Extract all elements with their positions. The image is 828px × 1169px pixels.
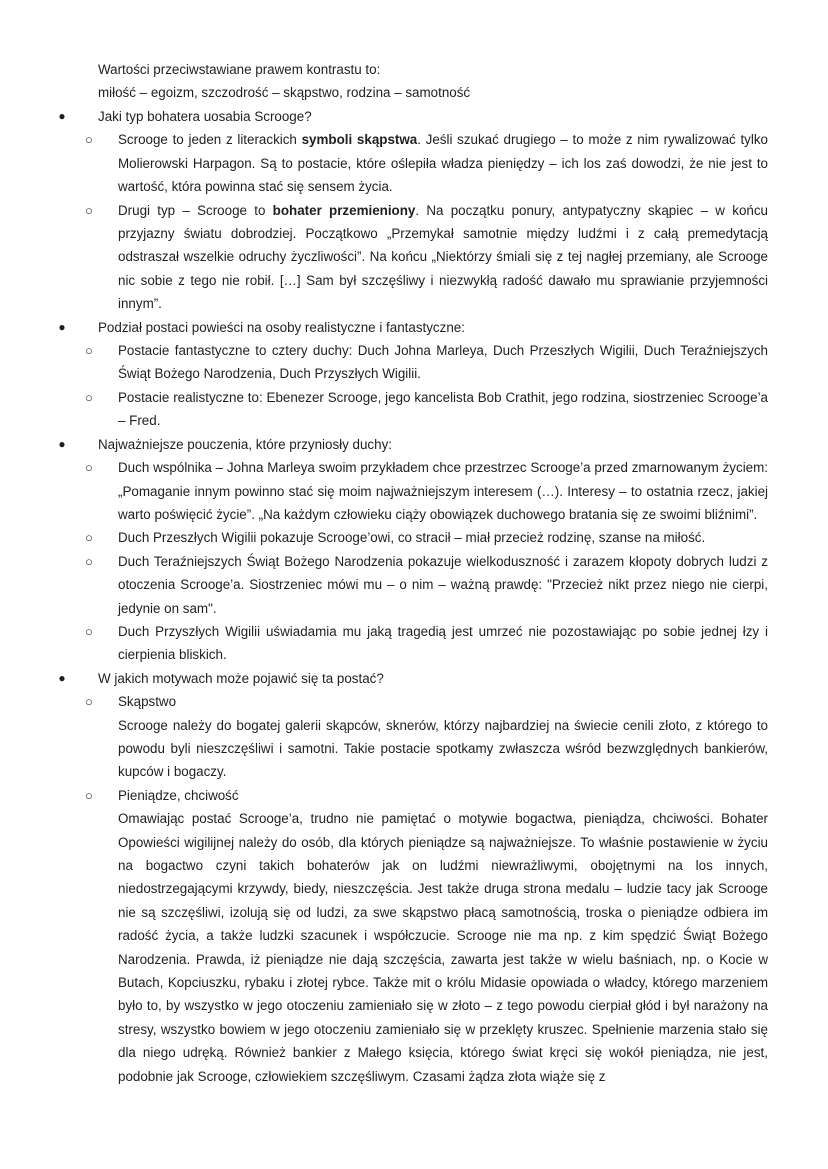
sub-item-text: Duch wspólnika – Johna Marleya swoim przykładem chce przestrzec Scrooge’a przed zmarnowanym życiem:„Pomaganie innym powinno stać się moim najważniejszym interesem (…). Interesy – to ostatnia rzecz, jakiej warto poświęcić życie”. „Na każdym człowieku ciąży obowiązek duchowego bratania się ze swoimi bliźnimi”. (118, 460, 768, 522)
sub-item-marley (0, 456, 768, 526)
bullet-item-motifs (0, 667, 788, 690)
bullet-item-lessons (0, 433, 788, 456)
hollow-bullet-icon: ○ (85, 132, 93, 148)
hollow-bullet-icon: ○ (85, 694, 93, 710)
bullet-heading: Podział postaci powieści na osoby realistyczne i fantastyczne: (98, 319, 465, 335)
sub-item-text-post: . Na początku ponury, antypatyczny skąpiec – w końcu przyjazny światu dobrodziej. Początkowo „Przemykał samotnie między ludźmi i z całą premedytacją odstraszał wszelkie odruchy życzliwości”. Na końcu „Niektórzy śmiali się z tej nagłej przemiany, ale Scrooge nic sobie z tego nie robił. […] Sam był szczęśliwy i niezwykłą radość dawało mu sprawianie przyjemności innym”. (118, 202, 768, 312)
sub-item-text-pre: Scrooge to jeden z literackich (118, 132, 302, 148)
sub-item-text: Duch Przyszłych Wigilii uświadamia mu jaką tragedią jest umrzeć nie pozostawiając po sobie jednej łzy i cierpienia bliskich. (118, 623, 768, 663)
sub-item-bold: symboli skąpstwa (301, 132, 418, 148)
hollow-bullet-icon: ○ (85, 623, 93, 639)
bullet-item-hero-type (0, 105, 788, 128)
sub-item-text: Postacie realistyczne to: Ebenezer Scrooge, jego kancelista Bob Crathit, jego rodzina, siostrzeniec Scrooge’a – Fred. (118, 389, 768, 429)
sub-item-text-post: . Jeśli szukać drugiego – to może z nim rywalizować tylko Molierowski Harpagon. Są to postacie, które oślepiła władza pieniędzy – ich los zaś dowodzi, że nie jest to wartość, która powinna stać się sensem życia. (118, 132, 768, 195)
sub-item-fantastic-characters (0, 339, 768, 386)
sub-item-text: Omawiając postać Scrooge’a, trudno nie pamiętać o motywie bogactwa, pieniądza, chciwości. Bohater Opowieści wigilijnej należy do osób, dla których pieniądze są najważniejsze. To właśnie postawienie w życiu na bogactwo czyni takich bohaterów jak on ludźmi niewrażliwymi, obojętnymi na los innych, niedostrzegającymi krzywdy, biedy, nieszczęścia. Jest także druga strona medalu – ludzie tacy jak Scrooge nie są szczęśliwi, izolują się od ludzi, za swe skąpstwo płacą samotnością, troska o pieniądze odbiera im radość życia, a także ludzki szacunek i współczucie. Scrooge nie ma np. z kim spędzić Świąt Bożego Narodzenia. Prawda, iż pieniądze nie dają szczęścia, zawarta jest także w wielu baśniach, np. o Kocie w Butach, Kopciuszku, rybaku i złotej rybce. Także mit o królu Midasie opowiada o władcy, którego marzeniem było to, by wszystko w jego otoczeniu zamieniało się w złoto – z tego powodu cierpiał głód i był narażony na stresy, wszystko bowiem w jego otoczeniu zamieniało się w przeklęty kruszec. Spełnienie marzenia stało się dla niego udręką. Również bankier z Małego księcia, którego świat kręci się wokół pieniądza, nie jest, podobnie jak Scrooge, człowiekiem szczęśliwym. Czasami żądza złota wiąże się z (118, 811, 768, 1084)
sub-item-text: Duch Teraźniejszych Świąt Bożego Narodzenia pokazuje wielkoduszność i zarazem kłopoty dobrych ludzi z otoczenia Scrooge’a. Siostrzeniec mówi mu – o nim – ważną prawdę: "Przecież nikt przez niego nie cierpi, jedynie on sam". (118, 553, 768, 616)
intro-line-2: miłość – egoizm, szczodrość – skąpstwo, rodzina – samotność (98, 85, 471, 101)
content (0, 105, 828, 1088)
bullet-heading: Najważniejsze pouczenia, które przyniosły duchy: (98, 436, 392, 452)
sub-item-title: Pieniądze, chciwość (118, 787, 239, 803)
bullet-item-characters (0, 316, 788, 339)
hollow-bullet-icon: ○ (85, 530, 93, 546)
bullet-heading: Jaki typ bohatera uosabia Scrooge? (98, 109, 312, 124)
sub-item-future-ghost (0, 620, 768, 667)
sub-item-symbol-of-greed (0, 128, 768, 198)
hollow-bullet-icon: ○ (85, 460, 93, 476)
sub-item-present-ghost (0, 550, 768, 620)
hollow-bullet-icon: ○ (85, 389, 93, 405)
hollow-bullet-icon: ○ (85, 202, 93, 218)
hollow-bullet-icon: ○ (85, 343, 93, 359)
filled-bullet-icon: ● (58, 670, 66, 685)
sub-item-greed-motif (0, 690, 768, 784)
sub-item-transformed-hero (0, 199, 768, 316)
sub-item-text-pre: Drugi typ – Scrooge to (118, 202, 273, 218)
intro (98, 58, 788, 105)
sub-item-money-motif (0, 784, 768, 1088)
sub-item-past-ghost (0, 526, 768, 549)
hollow-bullet-icon: ○ (85, 553, 93, 569)
sub-item-text: Scrooge należy do bogatej galerii skąpców, sknerów, którzy najbardziej na świecie cenili złoto, z którego to powodu byli nieszczęśliwi i samotni. Takie postacie spotkamy zwłaszcza wśród bezwzględnych bankierów, kupców i bogaczy. (118, 717, 768, 780)
intro-line-1: Wartości przeciwstawiane prawem kontrastu to: (98, 62, 381, 77)
sub-item-title: Skąpstwo (118, 694, 177, 710)
sub-item-text: Duch Przeszłych Wigilii pokazuje Scrooge’owi, co stracił – miał przecież rodzinę, szanse na miłość. (118, 530, 706, 546)
bullet-heading: W jakich motywach może pojawić się ta postać? (98, 670, 384, 686)
filled-bullet-icon: ● (58, 109, 66, 123)
sub-item-realistic-characters (0, 386, 768, 433)
sub-item-bold: bohater przemieniony (272, 202, 416, 218)
sub-item-text: Postacie fantastyczne to cztery duchy: Duch Johna Marleya, Duch Przeszłych Wigilii, Duch Teraźniejszych Świąt Bożego Narodzenia, Duch Przyszłych Wigilii. (118, 343, 768, 382)
hollow-bullet-icon: ○ (85, 787, 93, 803)
filled-bullet-icon: ● (58, 436, 66, 451)
filled-bullet-icon: ● (58, 319, 66, 334)
